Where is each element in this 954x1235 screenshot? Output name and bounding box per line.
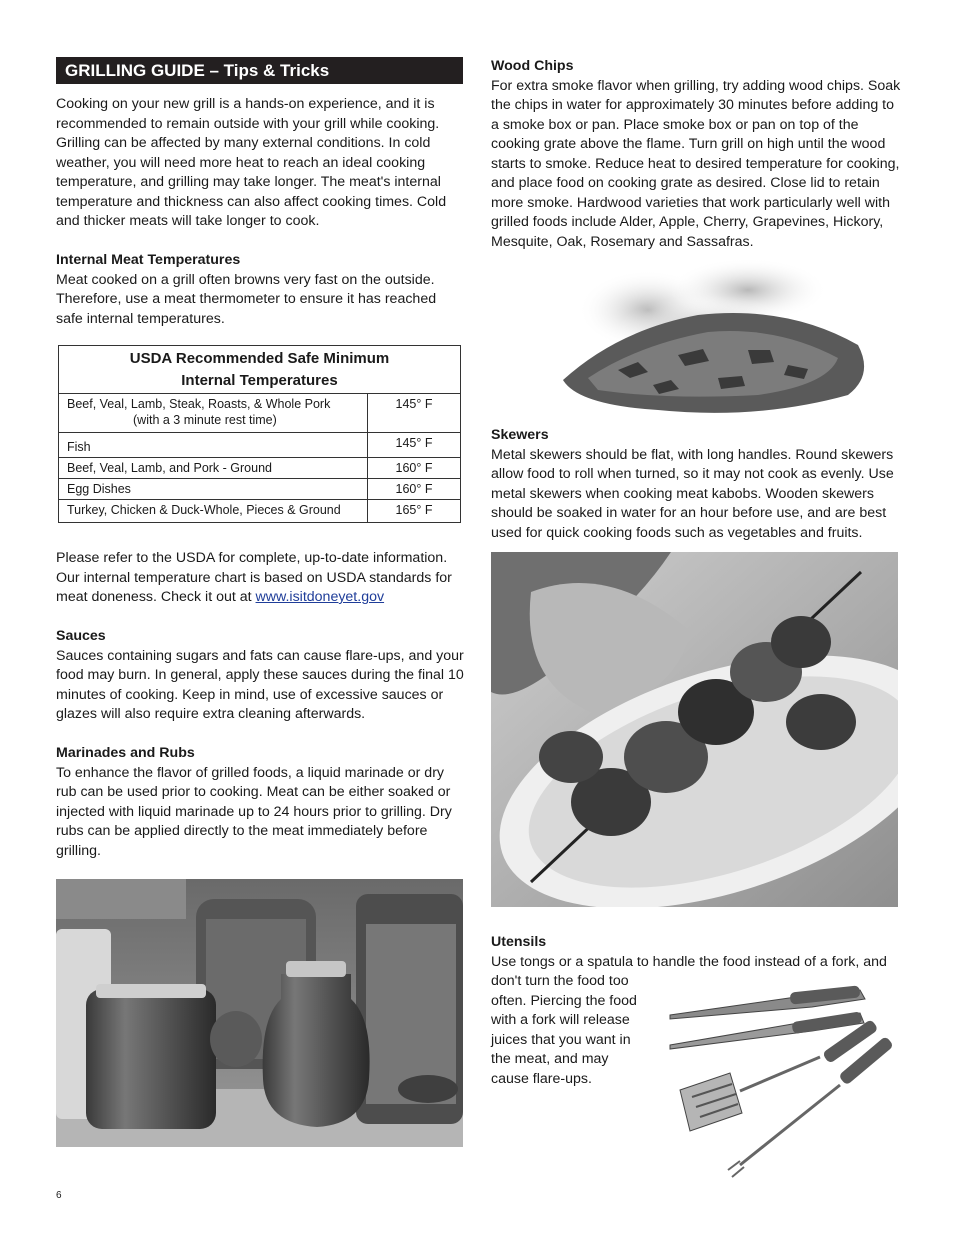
table-cell-temp: 160° F [368,479,461,500]
table-title-line2: Internal Temperatures [181,372,338,389]
fork-icon [728,1036,894,1177]
table-row [59,479,461,500]
usda-link[interactable]: www.isitdoneyet.gov [255,589,385,605]
wood-chips-photo [558,260,874,420]
usda-temperature-table [58,345,461,523]
utensils-heading: Utensils [491,934,547,950]
wood-chips-heading: Wood Chips [491,58,574,74]
tongs-icon [670,985,865,1049]
table-title [59,346,461,394]
sauces-text: Sauces containing sugars and fats can cause flare-ups, and your food may burn. In general, apply these sauces during the final 10 minutes of cooking. Keep in mind, use of excessive sauces or glazes will also require extra cleaning afterwards. [56,647,464,722]
table-cell-item [59,394,368,433]
table-cell-item: Egg Dishes [59,479,368,500]
usda-text: Please refer to the USDA for complete, up-to-date information. Our internal temperature chart is based on USDA standards for meat doneness. Check it out at [56,550,452,605]
table-cell-temp: 145° F [368,433,461,458]
table-cell-item: Fish [59,433,368,458]
skewers-photo [491,552,898,907]
skewers-heading: Skewers [491,427,549,443]
table-cell-item: Beef, Veal, Lamb, and Pork - Ground [59,458,368,479]
table-row [59,458,461,479]
utensils-photo [660,985,900,1185]
table-row [59,500,461,523]
table-cell-temp: 145° F [368,394,461,433]
section-banner: GRILLING GUIDE – Tips & Tricks [56,57,463,84]
utensils-text-line1: Use tongs or a spatula to handle the food instead of a fork, and [491,953,887,970]
marinades-heading: Marinades and Rubs [56,745,195,761]
sauces-heading: Sauces [56,628,106,644]
skewers-text: Metal skewers should be flat, with long handles. Round skewers allow food to roll when turned, so it may not cook as evenly. Use metal skewers when cooking meat kabobs. Wooden skewers should be soaked in water for an hour before use, and are best used for quick cooking foods such as vegetables and fruits. [491,446,894,541]
internal-temps-text: Meat cooked on a grill often browns very fast on the outside. Therefore, use a meat thermometer to ensure it has reached safe internal temperatures. [56,271,437,327]
wood-chips-text: For extra smoke flavor when grilling, try adding wood chips. Soak the chips in water for approximately 30 minutes before adding to a smoke box or pan. Place smoke box or pan on top of the cooking grate above the flame. Turn grill on high until the wood starts to smoke. Reduce heat to desired temperature for cooking, and place food on cooking grate as desired. Close lid to retain more smoke. Hardwood varieties that work particularly well with grilled foods include Alder, Apple, Cherry, Grapevines, Hickory, Mesquite, Oak, Rosemary and Sassafras. [491,77,901,250]
utensils-text: don't turn the food too often. Piercing the food with a fork will release juices that you want in the meat, and may cause flare-ups. [491,973,637,1087]
intro-paragraph: Cooking on your new grill is a hands-on experience, and it is recommended to remain outside with your grill while cooking. Grilling can be affected by many external conditions. In cold weather, you will need more heat to reach an ideal cooking temperature, and grilling may take longer. The meat's internal temperature and thickness can also affect cooking times. Cold and thicker meats will take longer to cook. [56,96,447,229]
sauces-section [56,627,464,725]
table-cell-item: Turkey, Chicken & Duck-Whole, Pieces & Ground [59,500,368,523]
table-title-line1: USDA Recommended Safe Minimum [129,350,390,367]
marinades-section [56,744,464,861]
internal-temps-section [56,251,464,329]
usda-paragraph [56,549,464,608]
wood-chips-section [491,57,901,252]
row-note-text: (with a 3 minute rest time) [133,413,277,427]
row-item-text: Beef, Veal, Lamb, Steak, Roasts, & Whole Pork [67,397,331,411]
table-row [59,433,461,458]
page-number: 6 [56,1190,62,1201]
table-cell-temp: 160° F [368,458,461,479]
table-row [59,394,461,433]
table-cell-temp: 165° F [368,500,461,523]
marinades-text: To enhance the flavor of grilled foods, a liquid marinade or dry rub can be used prior to cooking. Meat can be either soaked or injected with liquid marinade up to 24 hours prior to grilling. Dry rubs can be applied directly to the meat immediately before grilling. [56,764,452,859]
jars-photo [56,879,463,1147]
table-header-row [59,346,461,394]
internal-temps-heading: Internal Meat Temperatures [56,252,241,268]
skewers-section [491,426,901,543]
